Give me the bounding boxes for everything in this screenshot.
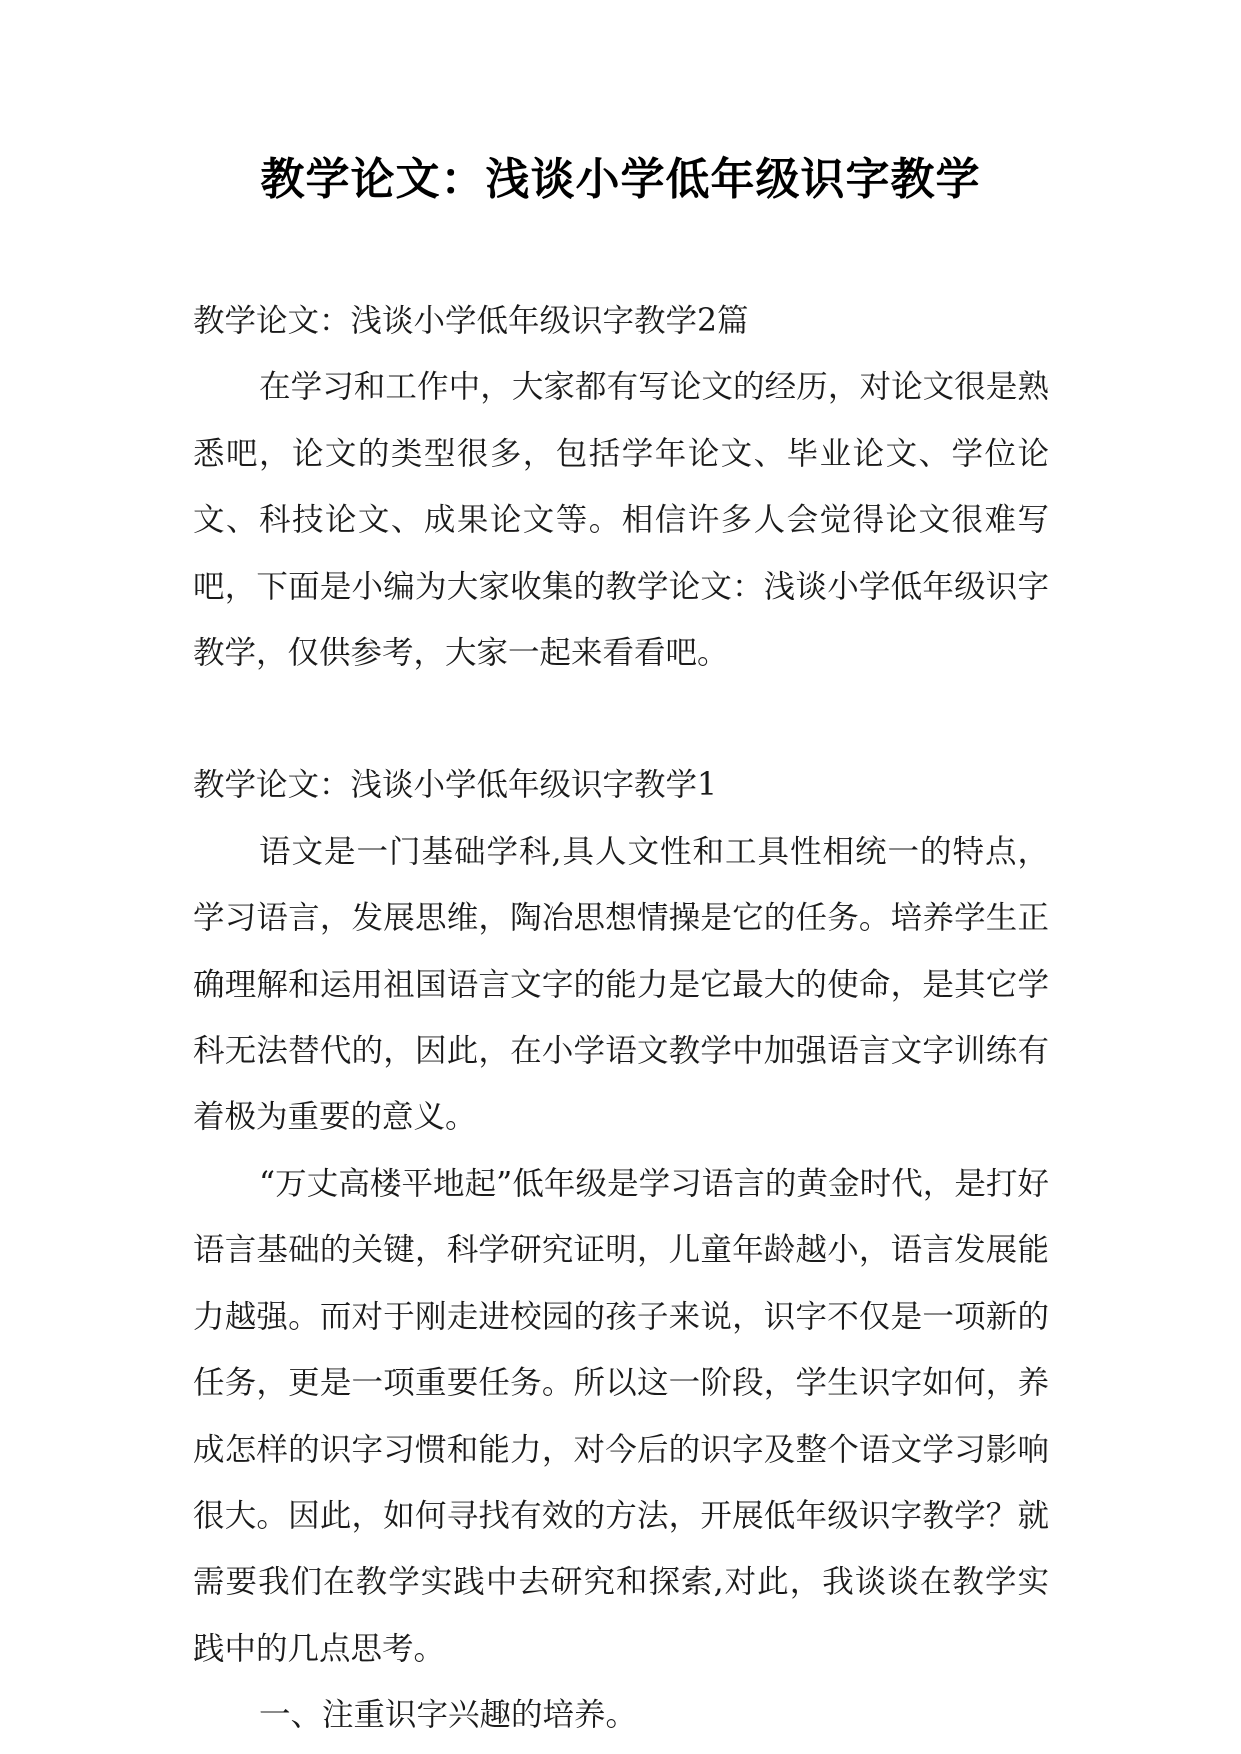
document-body (193, 288, 1049, 1749)
subsection-heading: 一、注重识字兴趣的培养。 (259, 1697, 638, 1734)
intro-heading: 教学论文：浅谈小学低年级识字教学2篇 (193, 303, 749, 339)
intro-paragraph: 在学习和工作中，大家都有写论文的经历，对论文很是熟悉吧，论文的类型很多，包括学年论文、毕业论文、学位论文、科技论文、成果论文等。相信许多人会觉得论文很难写吧，下面是小编为大家收集的教学论文：浅谈小学低年级识字教学，仅供参考，大家一起来看看吧。 (193, 369, 1049, 672)
section-heading: 教学论文：浅谈小学低年级识字教学1 (193, 767, 718, 804)
body-paragraph: “万丈高楼平地起”低年级是学习语言的黄金时代，是打好语言基础的关键，科学研究证明，儿童年龄越小，语言发展能力越强。而对于刚走进校园的孩子来说，识字不仅是一项新的任务，更是一项重要任务。所以这一阶段，学生识字如何，养成怎样的识字习惯和能力，对今后的识字及整个语文学习影响很大。因此，如何寻找有效的方法，开展低年级识字教学？就需要我们在教学实践中去研究和探索,对此，我谈谈在教学实践中的几点思考。 (193, 1165, 1049, 1667)
document-title: 教学论文：浅谈小学低年级识字教学 (260, 154, 981, 205)
section-spacer (193, 686, 1049, 752)
body-paragraph: 语文是一门基础学科,具人文性和工具性相统一的特点，学习语言，发展思维，陶冶思想情操是它的任务。培养学生正确理解和运用祖国语言文字的能力是它最大的使命，是其它学科无法替代的，因此，在小学语文教学中加强语言文字训练有着极为重要的意义。 (193, 833, 1049, 1136)
